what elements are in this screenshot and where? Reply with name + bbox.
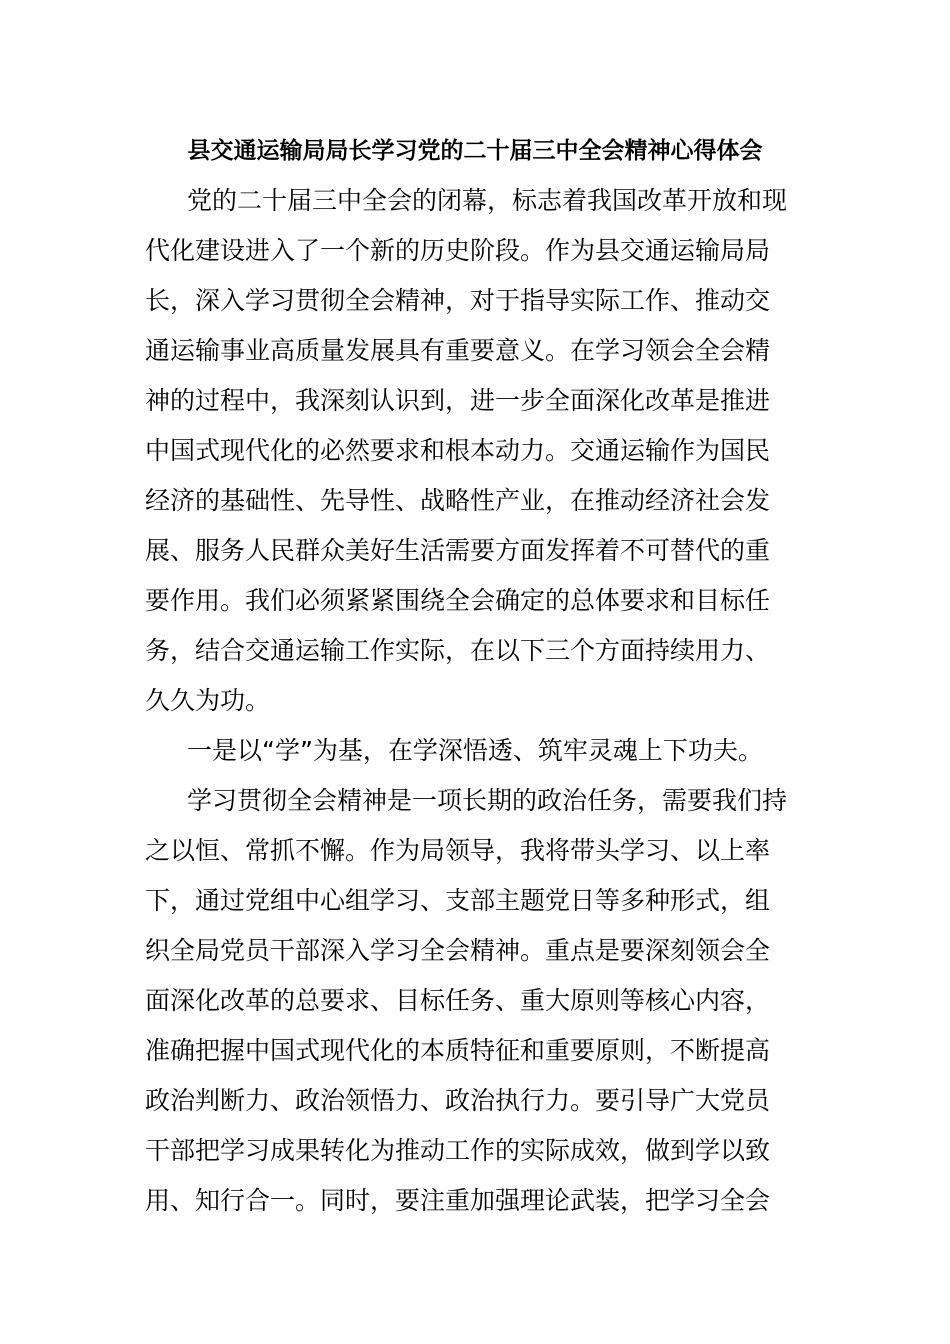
text-line: 准确把握中国式现代化的本质特征和重要原则，不断提高	[145, 1036, 771, 1065]
text-line: 干部把学习成果转化为推动工作的实际成效，做到学以致	[145, 1136, 771, 1165]
text-line: 神的过程中，我深刻认识到，进一步全面深化改革是推进	[145, 386, 771, 415]
document-title: 县交通运输局局长学习党的二十届三中全会精神心得体会	[187, 138, 763, 164]
text-line: 经济的基础性、先导性、战略性产业，在推动经济社会发	[145, 486, 771, 515]
text-line: 党的二十届三中全会的闭幕，标志着我国改革开放和现	[187, 186, 788, 215]
document-page	[145, 128, 805, 1226]
paragraph-heading-one	[145, 726, 805, 776]
text-line: 长，深入学习贯彻全会精神，对于指导实际工作、推动交	[145, 286, 771, 315]
text-line: 代化建设进入了一个新的历史阶段。作为县交通运输局局	[145, 236, 771, 265]
text-line: 之以恒、常抓不懈。作为局领导，我将带头学习、以上率	[145, 836, 771, 865]
text-line: 展、服务人民群众美好生活需要方面发挥着不可替代的重	[145, 536, 771, 565]
text-line: 中国式现代化的必然要求和根本动力。交通运输作为国民	[145, 436, 771, 465]
text-line: 政治判断力、政治领悟力、政治执行力。要引导广大党员	[145, 1086, 771, 1115]
paragraph-study	[145, 776, 805, 1226]
text-line: 用、知行合一。同时，要注重加强理论武装，把学习全会	[145, 1186, 771, 1215]
text-line: 要作用。我们必须紧紧围绕全会确定的总体要求和目标任	[145, 586, 771, 615]
paragraph-intro	[145, 176, 805, 726]
text-line: 下，通过党组中心组学习、支部主题党日等多种形式，组	[145, 886, 771, 915]
text-line: 织全局党员干部深入学习全会精神。重点是要深刻领会全	[145, 936, 771, 965]
text-line: 久久为功。	[145, 686, 271, 715]
text-line: 务，结合交通运输工作实际，在以下三个方面持续用力、	[145, 636, 771, 665]
section-heading: 一是以“学”为基，在学深悟透、筑牢灵魂上下功夫。	[187, 736, 763, 765]
text-line: 学习贯彻全会精神是一项长期的政治任务，需要我们持	[187, 786, 788, 815]
text-line: 通运输事业高质量发展具有重要意义。在学习领会全会精	[145, 336, 771, 365]
text-line: 面深化改革的总要求、目标任务、重大原则等核心内容，	[145, 986, 771, 1015]
